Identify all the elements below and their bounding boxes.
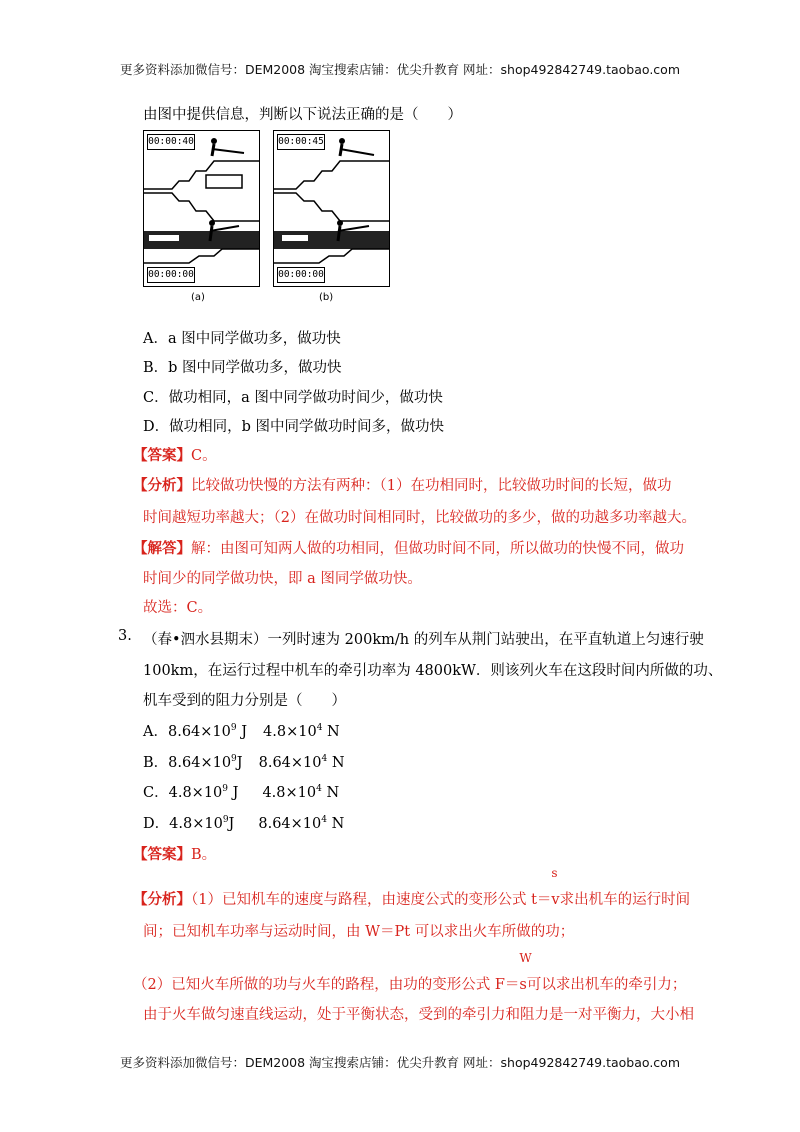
page-footer: 更多资料添加微信号：DEM2008 淘宝搜索店铺：优尖升教育 网址：shop492842749.taobao.com — [119, 1055, 681, 1070]
option-a: A．a 图中同学做功多，做功快 — [143, 331, 341, 347]
timer-top-a: 00:00:40 — [147, 134, 195, 150]
q3-analysis-line-2: 间；已知机车功率与运动时间，由 W＝Pt 可以求出火车所做的功； — [143, 924, 575, 940]
analysis-line-2: 时间越短功率越大；（2）在做功时间相同时，比较做功的多少，做的功越多功率越大。 — [143, 510, 696, 526]
caption-b: (b) — [319, 292, 334, 303]
q3-analysis-line-1: 【分析】（1）已知机车的速度与路程，由速度公式的变形公式 t＝ s v求出机车的运行时间 — [133, 866, 691, 908]
q3-option-c: C．$4.8\times 10^9$ J $4.8\times 10^4$ N — [143, 784, 340, 801]
analysis-tag: 【分析】 — [133, 477, 191, 494]
q3-stem-1: （春•泗水县期末）一列时速为 200km/h 的列车从荆门站驶出，在平直轨道上匀速行驶 — [143, 632, 704, 648]
option-b: B．b 图中同学做功多，做功快 — [143, 360, 342, 376]
question-figure — [143, 130, 388, 310]
option-c: C．做功相同，a 图中同学做功时间少，做功快 — [143, 390, 443, 406]
q3-option-d: D．$4.8\times 10^9J$ $8.64\times 10^4$ N — [143, 815, 345, 832]
solution-tag: 【解答】 — [133, 540, 191, 557]
figure-panel-b — [273, 130, 390, 287]
answer-value: C。 — [191, 448, 217, 464]
page-header: 更多资料添加微信号：DEM2008 淘宝搜索店铺：优尖升教育 网址：shop492842749.taobao.com — [119, 62, 681, 77]
q3-number: 3. — [118, 628, 132, 644]
choose-line: 故选：C。 — [143, 600, 213, 616]
answer-tag: 【答案】 — [133, 447, 191, 464]
q3-analysis-line-4: 由于火车做匀速直线运动，处于平衡状态，受到的牵引力和阻力是一对平衡力，大小相 — [143, 1007, 694, 1023]
timer-bottom-a: 00:00:00 — [147, 267, 195, 283]
q3-analysis-line-3: （2）已知火车所做的功与火车的路程，由功的变形公式 F＝ W s可以求出机车的牵引力； — [133, 951, 687, 993]
solution-text-1: 解：由图可知两人做的功相同，但做功时间不同，所以做功的快慢不同，做功 — [191, 541, 684, 557]
solution-line-1 — [133, 537, 684, 558]
timer-top-b: 00:00:45 — [277, 134, 325, 150]
analysis-text-1: 比较做功快慢的方法有两种：（1）在功相同时，比较做功时间的长短，做功 — [191, 478, 672, 494]
q3-stem-3: 机车受到的阻力分别是（ ） — [143, 693, 346, 709]
figure-panel-a — [143, 130, 260, 287]
analysis-line-1 — [133, 474, 671, 495]
option-d: D．做功相同，b 图中同学做功时间多，做功快 — [143, 419, 445, 435]
q3-stem-2: 100km，在运行过程中机车的牵引功率为 4800kW．则该列火车在这段时间内所做的功、 — [143, 663, 723, 679]
solution-line-2: 时间少的同学做功快，即 a 图同学做功快。 — [143, 571, 422, 587]
stairs-illustration-a — [144, 131, 259, 286]
q3-option-b: B．$8.64\times 10^9J$ $8.64\times 10^4$ N — [143, 754, 345, 771]
stairs-illustration-b — [274, 131, 389, 286]
q3-answer-line: 【答案】B。 — [133, 846, 217, 863]
caption-a: (a) — [191, 292, 205, 303]
timer-bottom-b: 00:00:00 — [277, 267, 325, 283]
answer-line — [133, 444, 217, 465]
question-stem: 由图中提供信息，判断以下说法正确的是（ ） — [143, 107, 462, 123]
q3-option-a: A．$8.64\times 10^9$ J $4.8\times 10^4$ N — [143, 723, 340, 740]
